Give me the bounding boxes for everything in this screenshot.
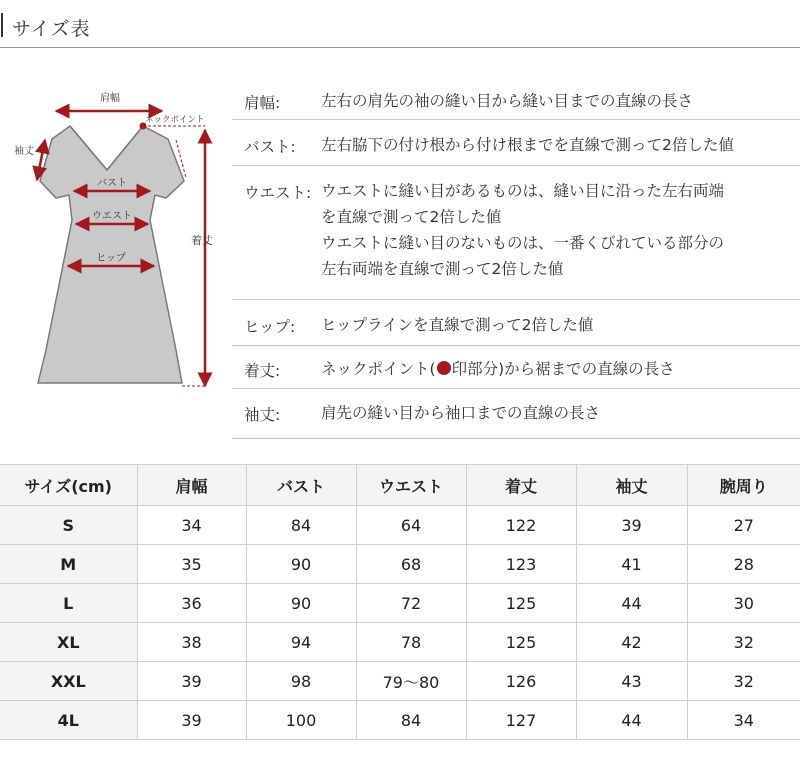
definition-line: 左右の肩先の袖の縫い目から縫い目までの直線の長さ [321,92,694,110]
table-row [0,545,800,584]
column-header: サイズ(cm) [0,465,137,506]
table-cell: 44 [576,701,687,740]
table-cell: 39 [137,662,246,701]
table-cell: 64 [356,506,466,545]
definition-line: ヒップラインを直線で測って2倍した値 [321,316,594,334]
definition-line: を直線で測って2倍した値 [321,208,502,226]
size-cell: L [0,584,137,623]
definition-bust [232,120,800,166]
definition-line: 左右脇下の付け根から付け根までを直線で測って2倍した値 [321,136,734,154]
table-row [0,662,800,701]
dress-diagram-svg [0,80,230,400]
table-row [0,506,800,545]
definition-term: 肩幅: [244,94,281,112]
measurement-definitions [232,75,800,439]
table-cell: 41 [576,545,687,584]
table-cell: 42 [576,623,687,662]
table-cell: 84 [246,506,356,545]
column-header: 袖丈 [576,465,687,506]
definition-term: ヒップ: [244,318,296,336]
table-cell: 43 [576,662,687,701]
definition-text [321,400,600,426]
table-cell: 39 [137,701,246,740]
table-cell: 28 [687,545,800,584]
column-header: 肩幅 [137,465,246,506]
table-cell: 32 [687,623,800,662]
definition-line: 左右両端を直線で測って2倍した値 [321,260,564,278]
table-cell: 90 [246,545,356,584]
table-cell: 123 [466,545,576,584]
table-cell: 35 [137,545,246,584]
definition-term: 袖丈: [244,406,281,424]
length-label: 着丈 [191,234,213,247]
size-table [0,464,800,740]
table-cell: 127 [466,701,576,740]
table-cell: 126 [466,662,576,701]
definition-text [321,88,693,114]
sleeve-label: 袖丈 [14,146,34,157]
definition-hip [232,300,800,346]
definition-line: ウエストに縫い目があるものは、縫い目に沿った左右両端 [321,182,725,200]
table-cell: 98 [246,662,356,701]
table-cell: 27 [687,506,800,545]
table-cell: 90 [246,584,356,623]
definition-line: ネックポイント( 印部分)から裾までの直線の長さ [321,360,675,378]
table-row [0,701,800,740]
table-cell: 125 [466,584,576,623]
definition-waist [232,166,800,300]
table-cell: 68 [356,545,466,584]
size-cell: S [0,506,137,545]
definition-text [321,356,675,382]
title-bar [0,0,800,48]
table-cell: 94 [246,623,356,662]
hip-label: ヒップ [96,253,126,264]
definition-text [321,312,593,338]
waist-label: ウエスト [92,211,132,222]
table-cell: 122 [466,506,576,545]
size-cell: 4L [0,701,137,740]
table-cell: 39 [576,506,687,545]
table-cell: 44 [576,584,687,623]
definition-term: ウエスト: [244,184,312,202]
table-cell: 34 [137,506,246,545]
definition-length [232,346,800,389]
column-header: ウエスト [356,465,466,506]
table-cell: 36 [137,584,246,623]
definition-text [321,178,724,282]
definition-line: ウエストに縫い目のないものは、一番くびれている部分の [321,234,725,252]
shoulder-label: 肩幅 [100,93,120,104]
table-cell: 78 [356,623,466,662]
table-cell: 38 [137,623,246,662]
table-row [0,584,800,623]
table-row [0,623,800,662]
column-header: 腕周り [687,465,800,506]
definition-term: 着丈: [244,362,281,380]
neck-point-label: ネックポイント [145,115,205,125]
size-cell: XL [0,623,137,662]
page-title: サイズ表 [12,18,91,40]
table-cell: 125 [466,623,576,662]
bust-label: バスト [97,178,127,189]
table-cell: 72 [356,584,466,623]
size-cell: XXL [0,662,137,701]
table-cell: 32 [687,662,800,701]
table-cell: 100 [246,701,356,740]
column-header: バスト [246,465,356,506]
table-cell: 34 [687,701,800,740]
title-accent-bar [1,13,3,37]
definition-sleeve [232,389,800,439]
size-cell: M [0,545,137,584]
table-cell: 84 [356,701,466,740]
table-cell: 79～80 [356,662,466,701]
dress-diagram [0,80,230,400]
table-cell: 30 [687,584,800,623]
definition-shoulder [232,75,800,120]
table-header-row [0,465,800,506]
definition-line: 肩先の縫い目から袖口までの直線の長さ [321,404,601,422]
definition-text [321,132,734,158]
column-header: 着丈 [466,465,576,506]
neck-point-dot-icon [437,361,451,375]
definition-term: バスト: [244,138,296,156]
